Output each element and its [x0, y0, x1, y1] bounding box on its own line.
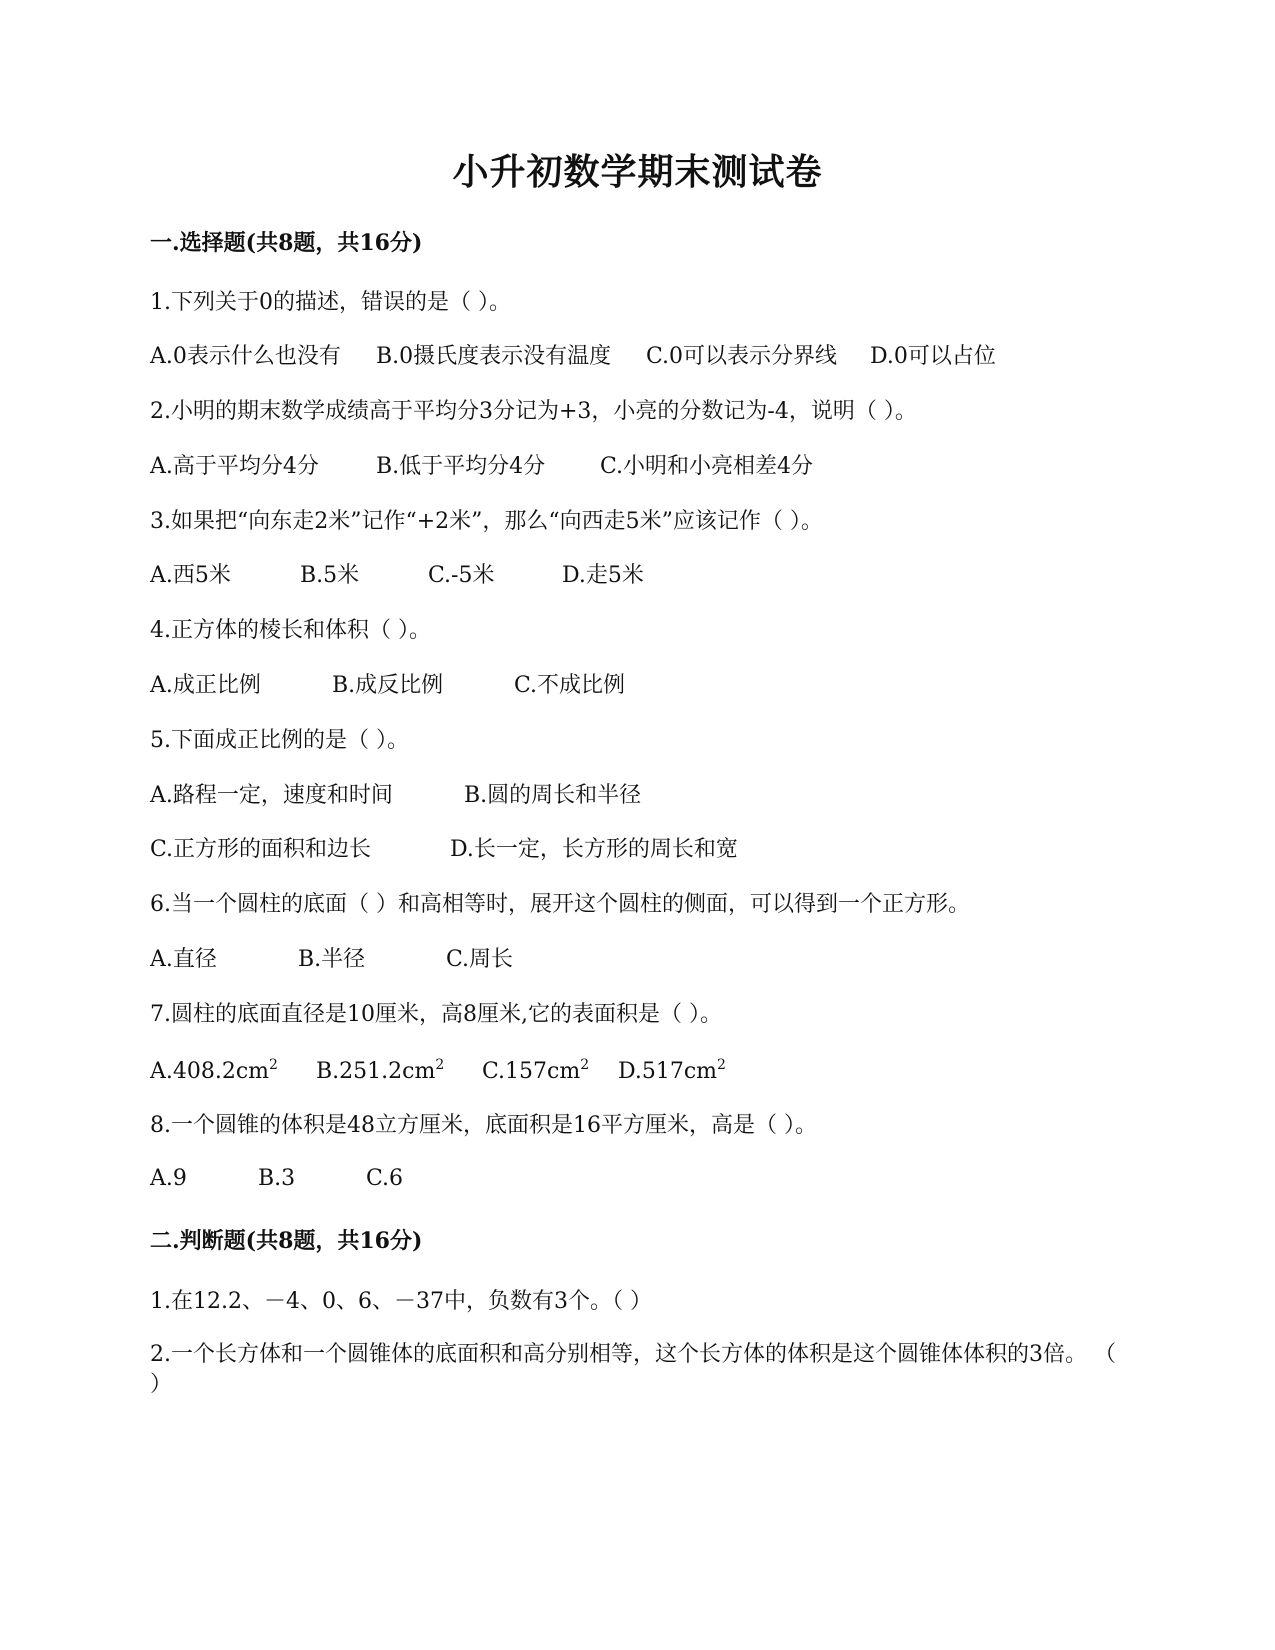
question-8-stem: 8.一个圆锥的体积是48立方厘米，底面积是16平方厘米，高是（ ）。: [150, 1113, 817, 1138]
option-b: B.3: [258, 1166, 296, 1191]
section-heading-judge: 二.判断题(共8题，共16分): [150, 1228, 423, 1254]
question-5-stem: 5.下面成正比例的是（ ）。: [150, 728, 409, 753]
option-c: [482, 1057, 618, 1087]
question-4-options: [150, 671, 625, 701]
question-2-options: [150, 452, 813, 482]
option-b: B.成反比例: [332, 673, 444, 698]
question-6-stem: 6.当一个圆柱的底面（ ）和高相等时，展开这个圆柱的侧面，可以得到一个正方形。: [150, 892, 970, 917]
option-b: B.半径: [298, 947, 366, 972]
question-5-options-row1: [150, 781, 641, 811]
question-3-options: [150, 561, 644, 591]
question-8-options: [150, 1164, 403, 1194]
option-a: [150, 1057, 316, 1087]
option-b: [316, 1057, 482, 1087]
option-a: A.高于平均分4分: [150, 454, 319, 479]
question-7-options: [150, 1057, 726, 1087]
option-c: C.6: [366, 1166, 404, 1191]
question-2-stem: 2.小明的期末数学成绩高于平均分3分记为+3，小亮的分数记为-4，说明（ ）。: [150, 399, 917, 424]
option-text: D.517cm: [618, 1059, 718, 1084]
option-d: D.0可以占位: [870, 344, 996, 369]
question-6-options: [150, 945, 513, 975]
exponent: 2: [269, 1057, 278, 1073]
option-c: C.周长: [446, 947, 514, 972]
question-3-stem: 3.如果把“向东走2米”记作“+2米”，那么“向西走5米”应该记作（ ）。: [150, 509, 823, 534]
option-text: B.251.2cm: [316, 1059, 436, 1084]
option-b: B.5米: [300, 563, 360, 588]
option-a: A.西5米: [150, 563, 231, 588]
option-c: C.正方形的面积和边长: [150, 837, 372, 862]
option-c: C.小明和小亮相差4分: [600, 454, 814, 479]
option-a: A.成正比例: [150, 673, 261, 698]
judge-question-2: 2.一个长方体和一个圆锥体的底面积和高分别相等，这个长方体的体积是这个圆锥体体积的3倍。 （ ）: [150, 1342, 1116, 1397]
option-b: B.圆的周长和半径: [464, 783, 642, 808]
exponent: 2: [717, 1057, 726, 1073]
option-text: A.408.2cm: [150, 1059, 270, 1084]
exponent: 2: [580, 1057, 590, 1073]
exponent: 2: [435, 1057, 445, 1073]
option-d: [618, 1057, 726, 1087]
option-a: A.直径: [150, 947, 217, 972]
option-a: A.9: [150, 1166, 187, 1191]
option-a: A.路程一定，速度和时间: [150, 783, 393, 808]
option-d: D.长一定，长方形的周长和宽: [450, 837, 738, 862]
option-c: C.不成比例: [514, 673, 626, 698]
option-b: B.低于平均分4分: [376, 454, 546, 479]
option-b: B.0摄氏度表示没有温度: [376, 344, 612, 369]
option-text: C.157cm: [482, 1059, 581, 1084]
section-heading-choice: 一.选择题(共8题，共16分): [150, 230, 423, 256]
page-title: 小升初数学期末测试卷: [452, 151, 823, 193]
question-1-options: [150, 342, 996, 372]
question-5-options-row2: [150, 835, 738, 865]
option-c: C.0可以表示分界线: [646, 344, 838, 369]
option-d: D.走5米: [562, 563, 644, 588]
option-c: C.-5米: [428, 563, 495, 588]
option-a: A.0表示什么也没有: [150, 344, 341, 369]
judge-question-1: 1.在12.2、－4、0、6、－37中，负数有3个。（ ）: [150, 1289, 652, 1314]
question-7-stem: 7.圆柱的底面直径是10厘米，高8厘米,它的表面积是（ ）。: [150, 1002, 722, 1027]
question-4-stem: 4.正方体的棱长和体积（ ）。: [150, 618, 431, 643]
question-1-stem: 1.下列关于0的描述，错误的是（ ）。: [150, 290, 511, 315]
